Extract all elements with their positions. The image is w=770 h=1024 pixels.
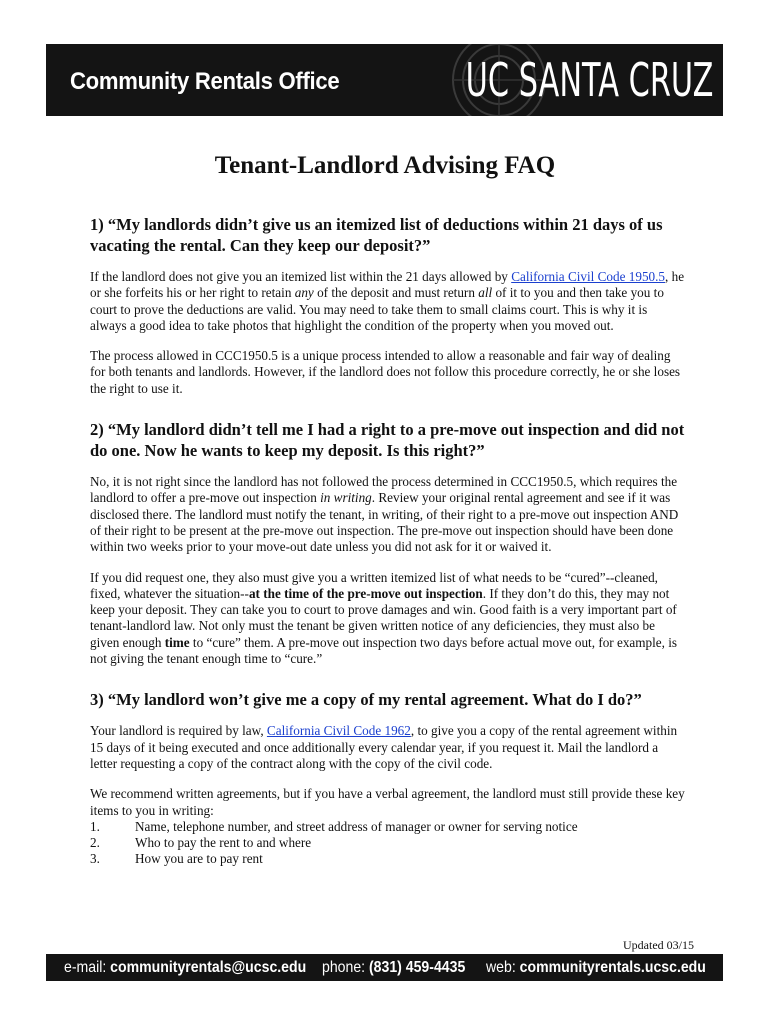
emphasis-in-writing: in writing [320, 490, 372, 506]
faq-content [90, 214, 686, 868]
civil-code-1950-5-link[interactable]: California Civil Code 1950.5 [511, 269, 666, 284]
list-item [90, 819, 686, 835]
phone-contact [322, 959, 465, 977]
list-item [90, 851, 686, 867]
emphasis-time: time [164, 634, 190, 650]
list-number: 3. [90, 851, 100, 867]
answer-text: If the landlord does not give you an itemized list within the 21 days allowed by [90, 269, 512, 284]
list-number: 1. [90, 818, 100, 834]
answer-text: of it to you and then take you to court to prove the deductions are valid. You may need to take them to small claims court. This is why it is always a good idea to take photos that highlight the condition of the property when you moved out. [90, 285, 664, 333]
emphasis-any: any [294, 285, 314, 301]
faq-question-2: 2) “My landlord didn’t tell me I had a right to a pre-move out inspection and did not do one. Now he wants to keep my deposit. Is this right?” [90, 420, 685, 461]
faq-question-1: 1) “My landlords didn’t give us an itemized list of deductions within 21 days of us vacating the rental. Can they keep our deposit?” [90, 215, 663, 255]
list-text: How you are to pay rent [135, 851, 263, 867]
emphasis-all: all [478, 285, 493, 301]
list-text: Who to pay the rent to and where [135, 835, 312, 851]
header-banner [46, 44, 723, 116]
emphasis-time-of-inspection: at the time of the pre-move out inspection [248, 585, 483, 601]
key-items-list [90, 819, 686, 868]
answer-text: of the deposit and must return [313, 285, 479, 301]
uc-santa-cruz-logo: UC SANTA CRUZ [465, 53, 713, 107]
answer-text: If you did request one, they also must give you a written itemized list of what needs to be “cured”--cleaned, fixed, whatever the situation-- [90, 569, 658, 601]
phone-number[interactable]: (831) 459-4435 [368, 958, 466, 976]
web-contact [486, 959, 706, 977]
list-text: Name, telephone number, and street address of manager or owner for serving notice [135, 818, 578, 834]
answer-text: Your landlord is required by law, [90, 723, 267, 739]
answer-text: . Review your original rental agreement and see if it was disclosed there. The landlord must notify the tenant, in writing, of their right to a pre-move out inspection AND of their right to be present at the pre-move out inspection. The pre-move out inspection should have been done within two weeks prior to your move-out date unless you did not ask for it or waived it. [90, 490, 679, 555]
faq-answer-3-paragraph-1 [90, 723, 686, 772]
answer-text: . If they don’t do this, they may not keep your deposit. They can take you to court to prove damages and win. Good faith is a very important part of tenant-landlord law. Not only must the tenant be given written notice of any deficiencies, they must also be given enough [90, 585, 677, 650]
page-title: Tenant-Landlord Advising FAQ [214, 152, 556, 179]
faq-answer-2-paragraph-1 [90, 474, 686, 555]
civil-code-1962-link[interactable]: California Civil Code 1962 [266, 723, 411, 739]
faq-answer-3-paragraph-2: We recommend written agreements, but if you have a verbal agreement, the landlord must still provide these key items to you in writing: [90, 786, 685, 818]
answer-text: No, it is not right since the landlord has not followed the process determined in CCC1950.5, which requires the landlord to offer a pre-move out inspection [90, 474, 678, 506]
office-name: Community Rentals Office [70, 68, 340, 95]
faq-answer-1-paragraph-2: The process allowed in CCC1950.5 is a unique process intended to allow a reasonable and fair way of dealing for both tenants and landlords. However, if the landlord does not follow this procedure correctly, he or she loses the right to use it. [90, 348, 681, 396]
answer-text: to “cure” them. A pre-move out inspection two days before actual move out, for example, is not giving the tenant enough time to “cure.” [90, 634, 678, 667]
answer-text: , he or she forfeits his or her right to retain [90, 269, 685, 301]
web-label: web: [486, 958, 516, 976]
email-contact [64, 959, 306, 977]
email-address[interactable]: communityrentals@ucsc.edu [110, 958, 307, 976]
faq-answer-2-paragraph-2 [90, 570, 686, 668]
faq-answer-1-paragraph-1 [90, 269, 686, 334]
list-number: 2. [90, 835, 100, 851]
contact-footer [46, 954, 723, 981]
website-link[interactable]: communityrentals.ucsc.edu [519, 958, 706, 976]
list-item [90, 835, 686, 851]
email-label: e-mail: [64, 958, 107, 976]
updated-date: Updated 03/15 [623, 938, 694, 952]
answer-text: , to give you a copy of the rental agreement within 15 days of it being executed and once additionally every calendar year, if you request it. Mail the landlord a letter requesting a copy of the contract along with the copy of the civil code. [90, 723, 678, 771]
faq-question-3: 3) “My landlord won’t give me a copy of my rental agreement. What do I do?” [90, 690, 642, 710]
phone-label: phone: [322, 958, 366, 976]
